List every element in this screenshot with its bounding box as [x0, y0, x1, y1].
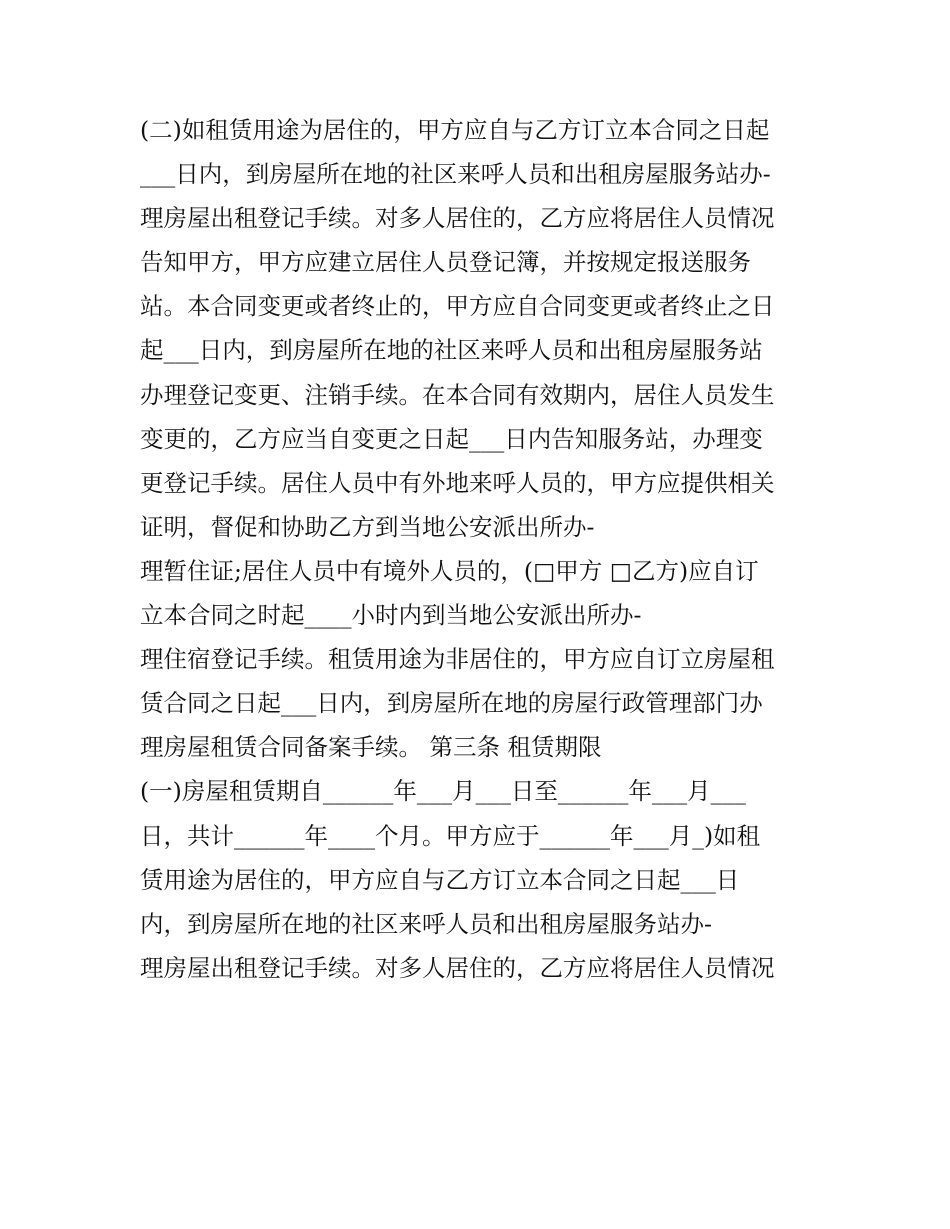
text-line: 理住宿登记手续。租赁用途为非居住的，甲方应自订立房屋租 [140, 645, 775, 674]
text-line: 日，共计______年____个月。甲方应于______年___月_)如租 [140, 821, 761, 850]
text-line: ___日内，到房屋所在地的社区来呼人员和出租房屋服务站办- [140, 160, 771, 189]
text-line: 办理登记变更、注销手续。在本合同有效期内，居住人员发生 [140, 380, 775, 409]
text-line: 赁合同之日起___日内，到房屋所在地的房屋行政管理部门办 [140, 689, 763, 718]
text-line: 理房屋出租登记手续。对多人居住的，乙方应将居住人员情况 [140, 953, 775, 982]
text-line: (一)房屋租赁期自______年___月___日至______年___月___ [140, 777, 746, 806]
text-line: 站。本合同变更或者终止的，甲方应自合同变更或者终止之日 [140, 292, 775, 321]
text-line: 更登记手续。居住人员中有外地来呼人员的，甲方应提供相关 [140, 468, 775, 497]
text-line: 起___日内，到房屋所在地的社区来呼人员和出租房屋服务站 [140, 336, 763, 365]
text-line: 证明，督促和协助乙方到当地公安派出所办- [140, 512, 595, 541]
text-line: 告知甲方，甲方应建立居住人员登记簿，并按规定报送服务 [140, 248, 751, 277]
text-line: 立本合同之时起____小时内到当地公安派出所办- [140, 601, 642, 630]
contract-text [140, 108, 840, 990]
text-line: 理房屋出租登记手续。对多人居住的，乙方应将居住人员情况 [140, 204, 775, 233]
text-line: (二)如租赁用途为居住的，甲方应自与乙方订立本合同之日起 [140, 116, 770, 144]
text-line: 理暂住证;居住人员中有境外人员的，(□甲方 □乙方)应自订 [140, 556, 759, 585]
text-line: 内，到房屋所在地的社区来呼人员和出租房屋服务站办- [140, 909, 712, 938]
text-line: 赁用途为居住的，甲方应自与乙方订立本合同之日起___日 [140, 865, 740, 894]
text-line: 变更的，乙方应当自变更之日起___日内告知服务站，办理变 [140, 424, 763, 453]
text-line: 理房屋租赁合同备案手续。 第三条 租赁期限 [140, 733, 602, 762]
